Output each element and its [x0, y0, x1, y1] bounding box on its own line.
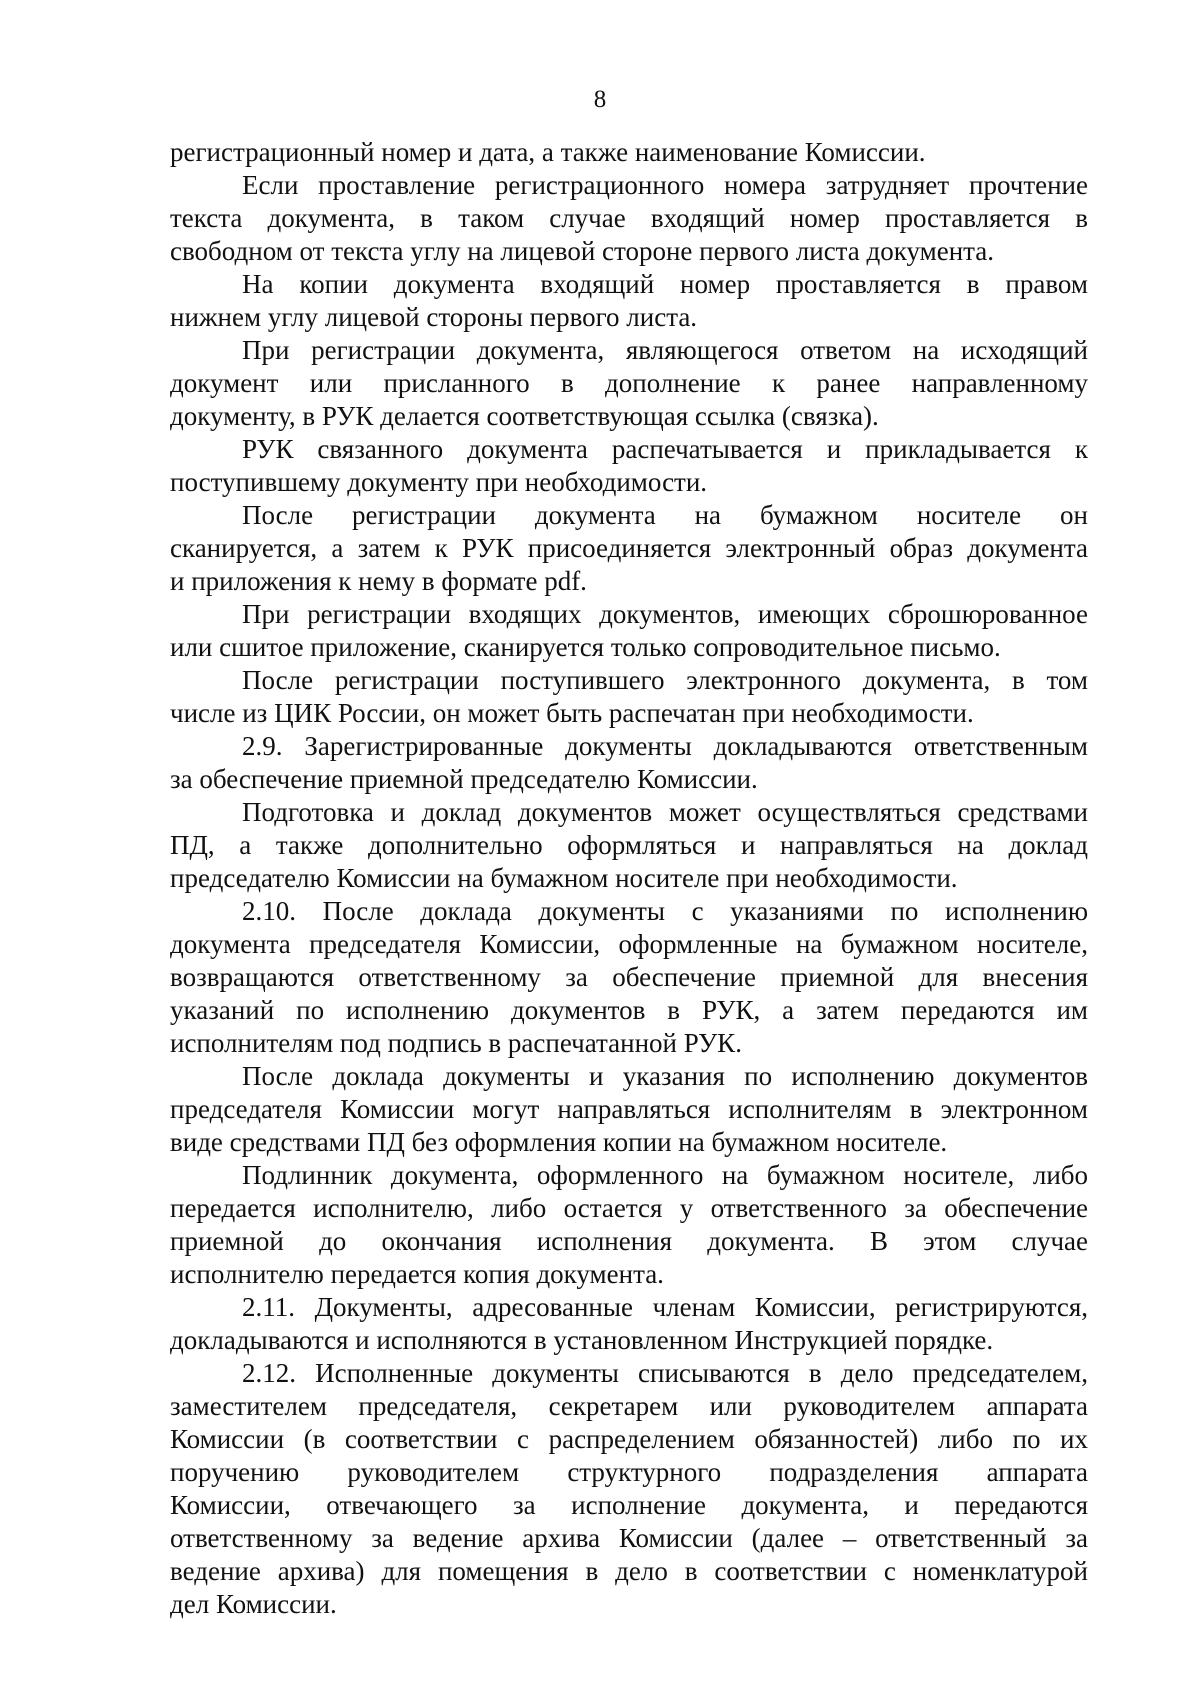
text-line: ведение архива) для помещения в дело в соответствии с номенклатурой: [170, 1556, 1088, 1586]
text-line: Подлинник документа, оформленного на бумажном носителе, либо: [242, 1160, 1088, 1190]
text-line: председателю Комиссии на бумажном носителе при необходимости.: [170, 863, 958, 893]
text-line: передается исполнителю, либо остается у ответственного за обеспечение: [170, 1193, 1088, 1223]
text-line: ответственному за ведение архива Комиссии (далее – ответственный за: [170, 1523, 1088, 1553]
text-line: регистрационный номер и дата, а также наименование Комиссии.: [170, 137, 926, 167]
text-line: исполнителям под подпись в распечатанной РУК.: [170, 1028, 742, 1058]
text-line: При регистрации документа, являющегося ответом на исходящий: [242, 335, 1088, 365]
text-line: После регистрации поступившего электронного документа, в том: [242, 665, 1088, 695]
text-line: Если проставление регистрационного номера затрудняет прочтение: [242, 170, 1088, 200]
text-line: нижнем углу лицевой стороны первого листа.: [170, 302, 698, 332]
text-line: председателя Комиссии могут направляться исполнителям в электронном: [170, 1094, 1088, 1124]
text-line: документ или присланного в дополнение к ранее направленному: [170, 368, 1088, 398]
text-line: 2.11. Документы, адресованные членам Комиссии, регистрируются,: [242, 1292, 1088, 1322]
text-line: виде средствами ПД без оформления копии на бумажном носителе.: [170, 1127, 948, 1157]
document-body: [170, 136, 1088, 1621]
text-line: РУК связанного документа распечатывается и прикладывается к: [242, 434, 1088, 464]
text-line: После доклада документы и указания по исполнению документов: [242, 1061, 1088, 1091]
text-line: 2.9. Зарегистрированные документы докладываются ответственным: [242, 731, 1088, 761]
text-line: 2.12. Исполненные документы списываются в дело председателем,: [242, 1358, 1088, 1388]
text-line: ПД, а также дополнительно оформляться и направляться на доклад: [170, 830, 1088, 860]
text-line: документа председателя Комиссии, оформленные на бумажном носителе,: [170, 929, 1088, 959]
text-line: документу, в РУК делается соответствующая ссылка (связка).: [170, 401, 879, 431]
text-line: 2.10. После доклада документы с указаниями по исполнению: [242, 896, 1088, 926]
text-line: поручению руководителем структурного подразделения аппарата: [170, 1457, 1088, 1487]
text-line: приемной до окончания исполнения документа. В этом случае: [170, 1226, 1088, 1256]
text-line: и приложения к нему в формате pdf.: [170, 566, 587, 596]
text-line: свободном от текста углу на лицевой стороне первого листа документа.: [170, 236, 995, 266]
text-line: После регистрации документа на бумажном носителе он: [242, 500, 1088, 530]
text-line: исполнителю передается копия документа.: [170, 1259, 664, 1289]
text-line: поступившему документу при необходимости.: [170, 467, 708, 497]
text-line: Комиссии (в соответствии с распределением обязанностей) либо по их: [170, 1424, 1088, 1454]
text-line: дел Комиссии.: [170, 1589, 337, 1619]
text-line: Комиссии, отвечающего за исполнение документа, и передаются: [170, 1490, 1088, 1520]
text-line: сканируется, а затем к РУК присоединяется электронный образ документа: [170, 533, 1088, 563]
text-line: указаний по исполнению документов в РУК, а затем передаются им: [170, 995, 1088, 1025]
text-line: На копии документа входящий номер проставляется в правом: [242, 269, 1088, 299]
text-line: При регистрации входящих документов, имеющих сброшюрованное: [242, 599, 1088, 629]
text-line: докладываются и исполняются в установленном Инструкцией порядке.: [170, 1325, 994, 1355]
text-line: Подготовка и доклад документов может осуществляться средствами: [242, 797, 1088, 827]
text-line: числе из ЦИК России, он может быть распечатан при необходимости.: [170, 698, 974, 728]
page-number: 8: [593, 86, 607, 113]
text-line: текста документа, в таком случае входящий номер проставляется в: [170, 203, 1088, 233]
text-line: возвращаются ответственному за обеспечение приемной для внесения: [170, 962, 1088, 992]
text-line: заместителем председателя, секретарем или руководителем аппарата: [170, 1391, 1088, 1421]
text-line: или сшитое приложение, сканируется только сопроводительное письмо.: [170, 632, 1001, 662]
text-line: за обеспечение приемной председателю Комиссии.: [170, 764, 758, 794]
